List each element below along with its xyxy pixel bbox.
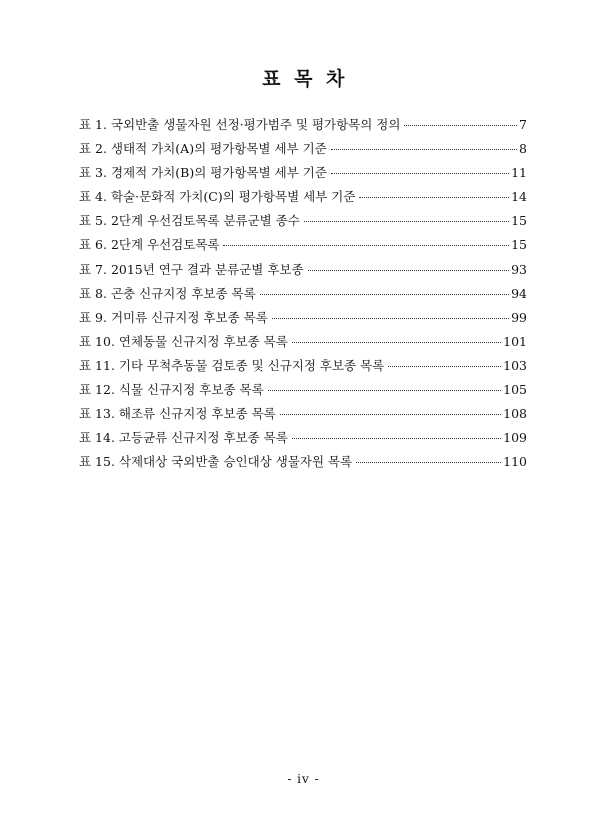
- toc-item-label: 표 6. 2단계 우선검토목록: [79, 237, 220, 253]
- toc-item-page: 94: [511, 285, 527, 301]
- toc-item-page: 93: [511, 261, 527, 277]
- toc-leader-dots: [268, 390, 501, 391]
- toc-item-page: 14: [511, 189, 527, 205]
- toc-item-page: 15: [511, 237, 527, 253]
- toc-item[interactable]: [79, 308, 527, 332]
- toc-item-page: 11: [511, 165, 527, 181]
- toc-item-page: 108: [503, 406, 527, 422]
- toc-item-label: 표 10. 연체동물 신규지정 후보종 목록: [79, 333, 288, 349]
- toc-item-page: 15: [511, 213, 527, 229]
- toc-item-label: 표 1. 국외반출 생물자원 선정·평가범주 및 평가항목의 정의: [79, 117, 401, 132]
- toc-item[interactable]: [79, 260, 527, 284]
- toc-leader-dots: [292, 438, 501, 439]
- page-number: - iv -: [287, 772, 320, 786]
- toc-leader-dots: [388, 366, 501, 367]
- toc-item[interactable]: [79, 356, 527, 380]
- toc-item[interactable]: [79, 452, 527, 476]
- toc-item[interactable]: [79, 211, 527, 235]
- toc-leader-dots: [304, 221, 509, 222]
- page-title: 표 목 차: [262, 68, 345, 90]
- toc-item[interactable]: [79, 428, 527, 452]
- toc-item-label: 표 15. 삭제대상 국외반출 승인대상 생물자원 목록: [79, 454, 353, 470]
- toc-item-page: 105: [503, 382, 527, 398]
- toc-item-page: 8: [519, 141, 527, 157]
- toc-item-label: 표 4. 학술·문화적 가치(C)의 평가항목별 세부 기준: [79, 189, 356, 205]
- toc-item-page: 7: [519, 117, 527, 132]
- toc-leader-dots: [331, 173, 509, 174]
- toc-item[interactable]: [79, 380, 527, 404]
- toc-leader-dots: [260, 294, 509, 295]
- toc-item-label: 표 2. 생태적 가치(A)의 평가항목별 세부 기준: [79, 141, 327, 157]
- toc-item[interactable]: [79, 404, 527, 428]
- toc-item[interactable]: [79, 187, 527, 211]
- toc-item-label: 표 12. 식물 신규지정 후보종 목록: [79, 382, 264, 398]
- toc-item-label: 표 5. 2단계 우선검토목록 분류군별 종수: [79, 213, 300, 229]
- toc-leader-dots: [223, 245, 509, 246]
- toc-item-page: 110: [503, 454, 527, 470]
- toc-item-page: 109: [503, 430, 527, 446]
- toc-item[interactable]: [79, 139, 527, 163]
- toc-leader-dots: [359, 197, 509, 198]
- toc-item-label: 표 7. 2015년 연구 결과 분류군별 후보종: [79, 261, 304, 277]
- toc-leader-dots: [331, 149, 517, 150]
- toc-item[interactable]: [79, 235, 527, 259]
- toc-item-page: 99: [511, 309, 527, 325]
- toc-item[interactable]: [79, 332, 527, 356]
- toc-leader-dots: [280, 414, 501, 415]
- toc-item-label: 표 11. 기타 무척추동물 검토종 및 신규지정 후보종 목록: [79, 357, 385, 373]
- toc-item-label: 표 14. 고등균류 신규지정 후보종 목록: [79, 430, 288, 446]
- table-of-contents: [79, 115, 527, 476]
- toc-item-label: 표 8. 곤충 신규지정 후보종 목록: [79, 285, 256, 301]
- toc-item-label: 표 9. 거미류 신규지정 후보종 목록: [79, 309, 268, 325]
- toc-leader-dots: [292, 342, 501, 343]
- toc-item-page: 103: [503, 357, 527, 373]
- toc-item[interactable]: [79, 284, 527, 308]
- toc-item-label: 표 3. 경제적 가치(B)의 평가항목별 세부 기준: [79, 165, 327, 181]
- toc-item-label: 표 13. 해조류 신규지정 후보종 목록: [79, 406, 276, 422]
- toc-item[interactable]: [79, 115, 527, 139]
- toc-item[interactable]: [79, 163, 527, 187]
- toc-leader-dots: [356, 462, 501, 463]
- toc-leader-dots: [404, 125, 517, 126]
- toc-item-page: 101: [503, 333, 527, 349]
- toc-leader-dots: [308, 270, 510, 271]
- toc-leader-dots: [272, 318, 509, 319]
